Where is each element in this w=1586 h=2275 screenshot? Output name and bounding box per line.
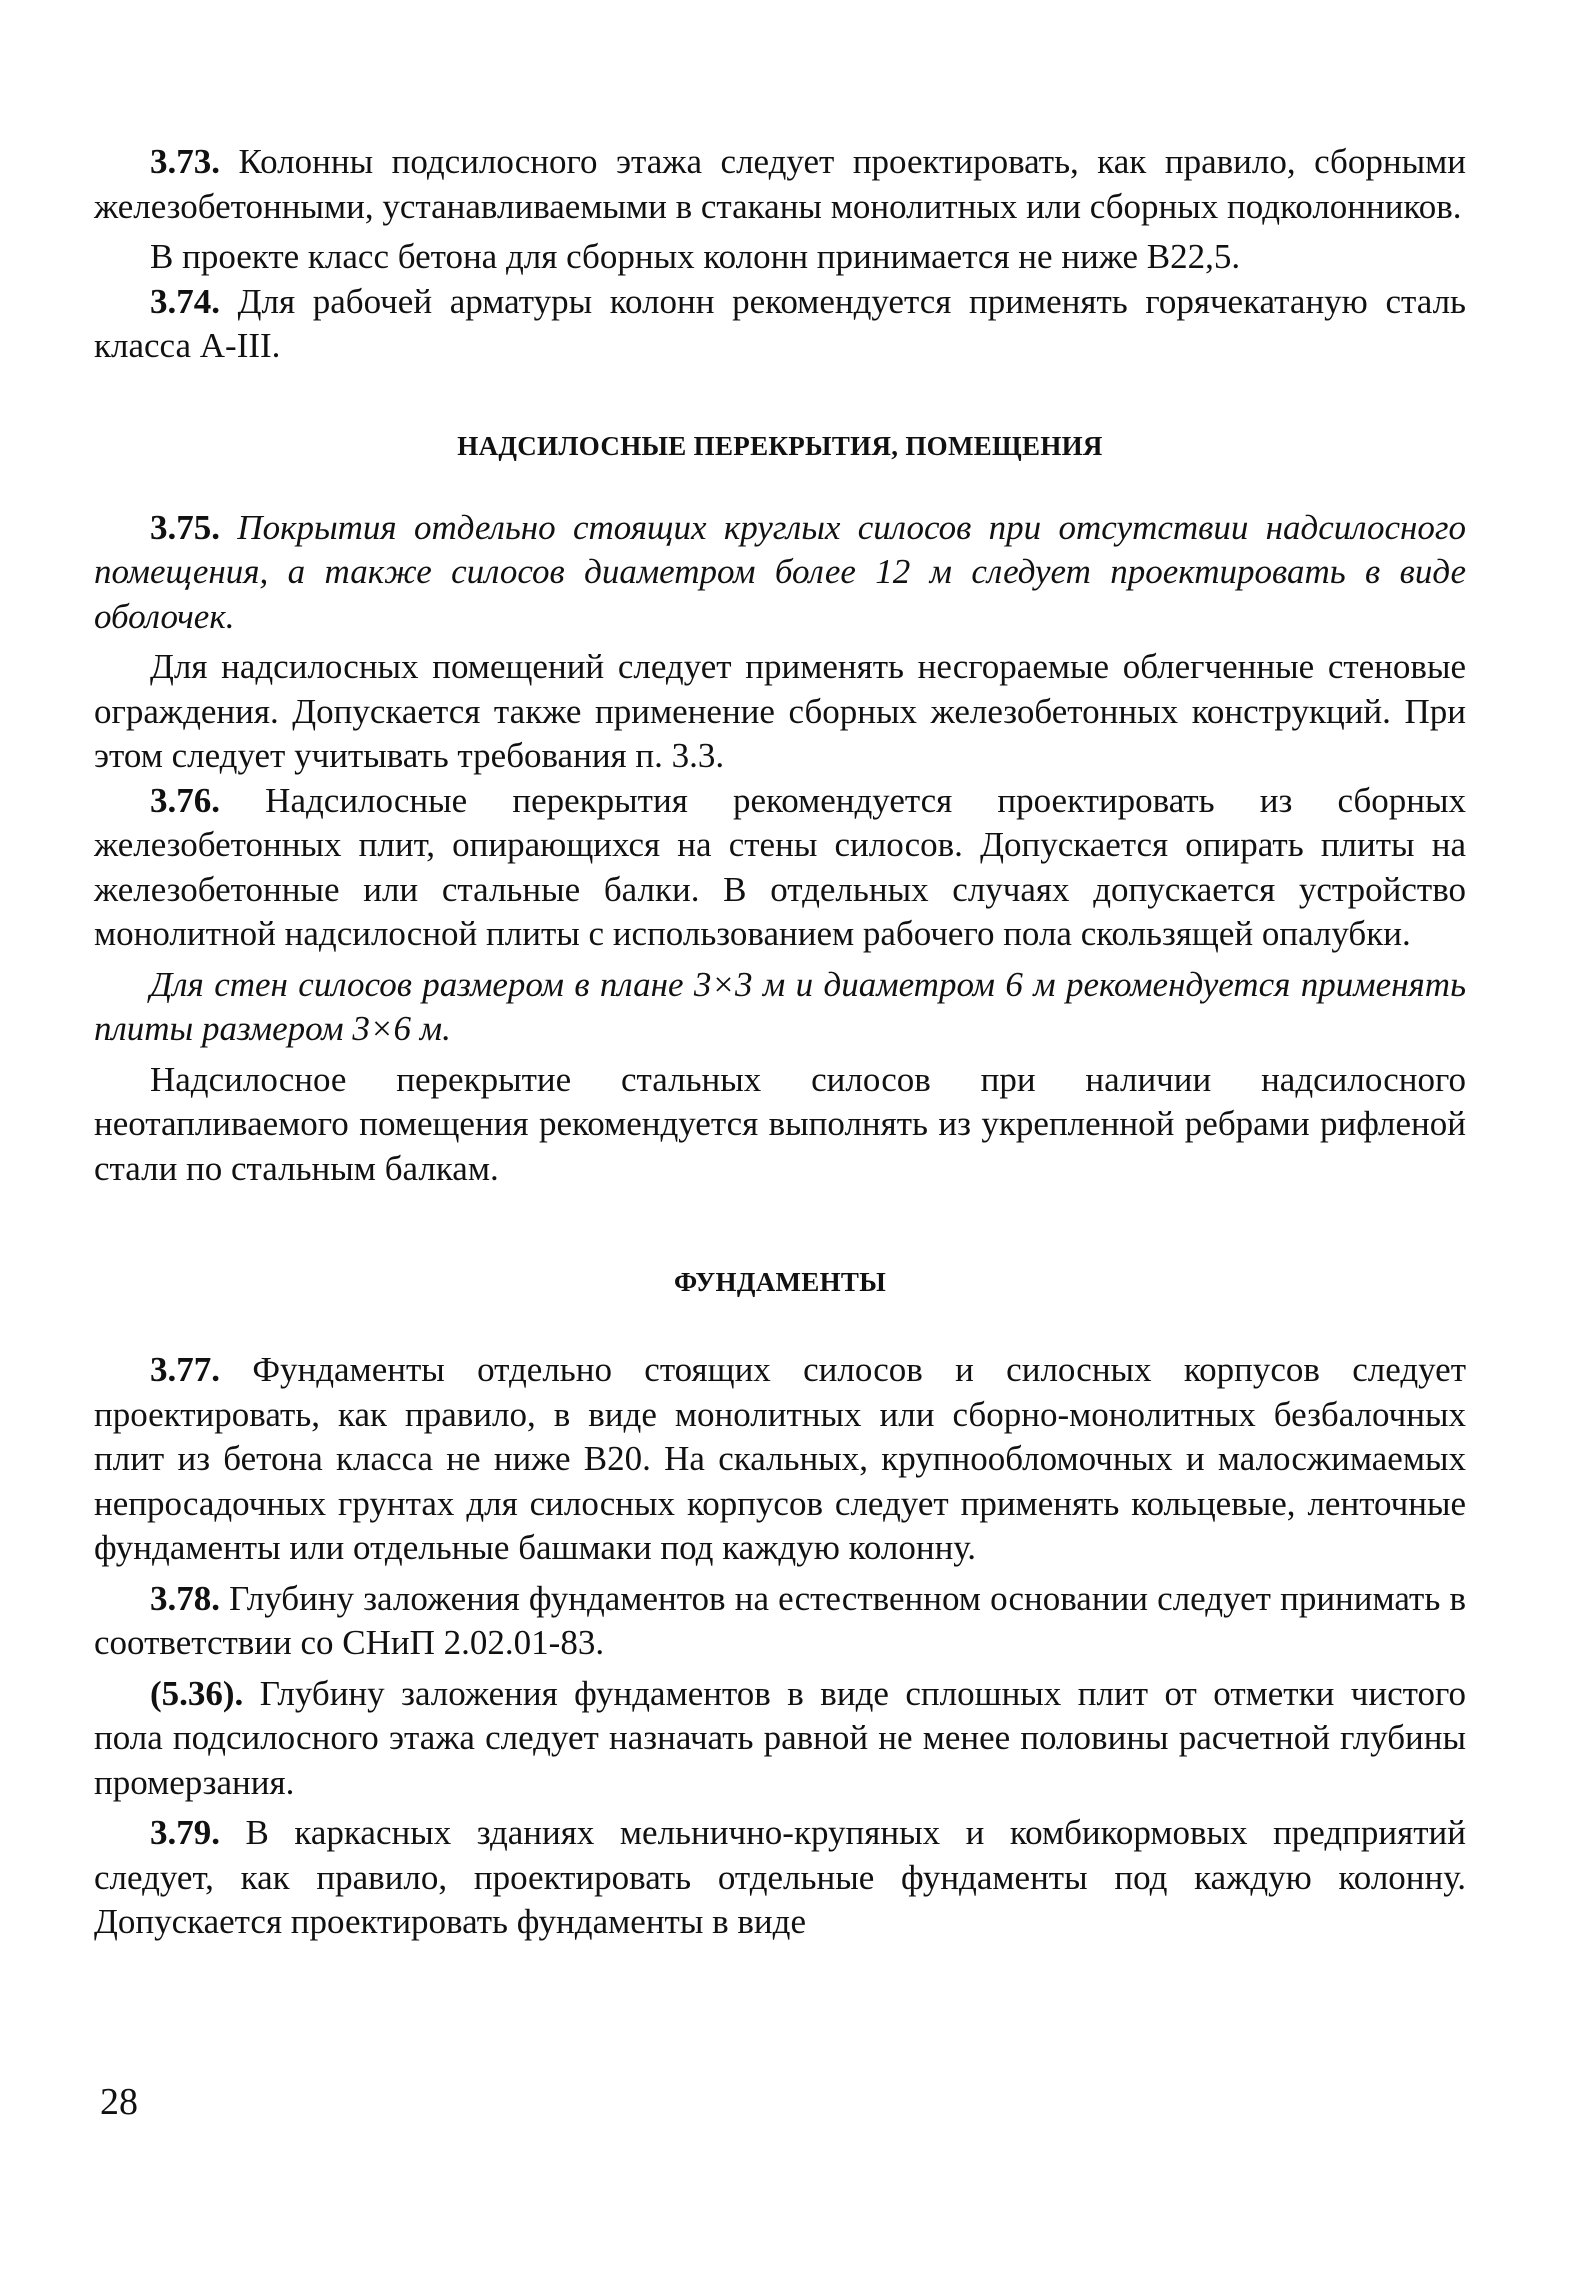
paragraph-text: Глубину заложения фундаментов на естественном основании следует принимать в соответствии со СНиП 2.02.01-83. bbox=[94, 1578, 1466, 1662]
paragraph-text: Покрытия отдельно стоящих круглых силосов при отсутствии надсилосного помещения, а также силосов диаметром более 12 м следует проектировать в виде оболочек. bbox=[94, 507, 1466, 636]
paragraph-text: Глубину заложения фундаментов в виде сплошных плит от отметки чистого пола подсилосного этажа следует назначать равной не менее половины расчетной глубины промерзания. bbox=[94, 1673, 1466, 1802]
paragraph-text: Фундаменты отдельно стоящих силосов и силосных корпусов следует проектировать, как правило, в виде монолитных или сборно-монолитных безбалочных плит из бетона класса не ниже В20. На скальных, крупнообломочных и малосжимаемых непросадочных грунтах для силосных корпусов следует применять кольцевые, ленточные фундаменты или отдельные башмаки под каждую колонну. bbox=[94, 1350, 1466, 1567]
paragraph-overhead-rooms bbox=[94, 645, 1466, 779]
clause-number: 3.77. bbox=[150, 1350, 220, 1389]
paragraph-concrete-class bbox=[94, 235, 1466, 280]
paragraph-3-76 bbox=[94, 779, 1466, 957]
page-number: 28 bbox=[100, 2081, 138, 2123]
clause-number: 3.73. bbox=[150, 142, 220, 181]
paragraph-3-74 bbox=[94, 280, 1466, 369]
section-heading-overhead-floors: НАДСИЛОСНЫЕ ПЕРЕКРЫТИЯ, ПОМЕЩЕНИЯ bbox=[457, 430, 1103, 461]
paragraph-text: В каркасных зданиях мельнично-крупяных и комбикормовых предприятий следует, как правило, проектировать отдельные фундаменты под каждую колонну. Допускается проектировать фундаменты в виде bbox=[94, 1813, 1466, 1941]
paragraph-3-78 bbox=[94, 1577, 1466, 1666]
paragraph-3-75 bbox=[94, 506, 1466, 640]
paragraph-text: Колонны подсилосного этажа следует проектировать, как правило, сборными железобетонными, устанавливаемыми в стаканы монолитных или сборных подколонников. bbox=[94, 142, 1466, 226]
clause-number: 3.76. bbox=[150, 780, 220, 820]
document-page bbox=[94, 140, 1466, 1945]
paragraph-steel-silos bbox=[94, 1058, 1466, 1192]
paragraph-5-36 bbox=[94, 1672, 1466, 1806]
section-heading-foundations: ФУНДАМЕНТЫ bbox=[673, 1267, 887, 1297]
paragraph-3-77 bbox=[94, 1348, 1466, 1571]
clause-number: (5.36). bbox=[150, 1673, 244, 1713]
clause-number: 3.78. bbox=[150, 1578, 220, 1618]
paragraph-3-73 bbox=[94, 140, 1466, 229]
clause-number: 3.75. bbox=[150, 507, 220, 547]
paragraph-3-79 bbox=[94, 1811, 1466, 1945]
clause-number: 3.79. bbox=[150, 1813, 220, 1852]
paragraph-text: В проекте класс бетона для сборных колонн принимается не ниже В22,5. bbox=[150, 237, 1241, 276]
paragraph-text: Для надсилосных помещений следует применять несгораемые облегченные стеновые ограждения. Допускается также применение сборных железобетонных конструкций. При этом следует учитывать требования п. 3.3. bbox=[94, 647, 1466, 775]
clause-number: 3.74. bbox=[150, 281, 220, 321]
paragraph-text: Надсилосные перекрытия рекомендуется проектировать из сборных железобетонных плит, опирающихся на стены силосов. Допускается опирать плиты на железобетонные или стальные балки. В отдельных случаях допускается устройство монолитной надсилосной плиты с использованием рабочего пола скользящей опалубки. bbox=[94, 780, 1466, 953]
paragraph-silo-walls bbox=[94, 963, 1466, 1052]
paragraph-text: Для стен силосов размером в плане 3×3 м и диаметром 6 м рекомендуется применять плиты размером 3×6 м. bbox=[94, 964, 1466, 1048]
paragraph-text: Надсилосное перекрытие стальных силосов при наличии надсилосного неотапливаемого помещения рекомендуется выполнять из укрепленной ребрами рифленой стали по стальным балкам. bbox=[94, 1059, 1466, 1188]
paragraph-text: Для рабочей арматуры колонн рекомендуется применять горячекатаную сталь класса А-III. bbox=[94, 281, 1466, 365]
